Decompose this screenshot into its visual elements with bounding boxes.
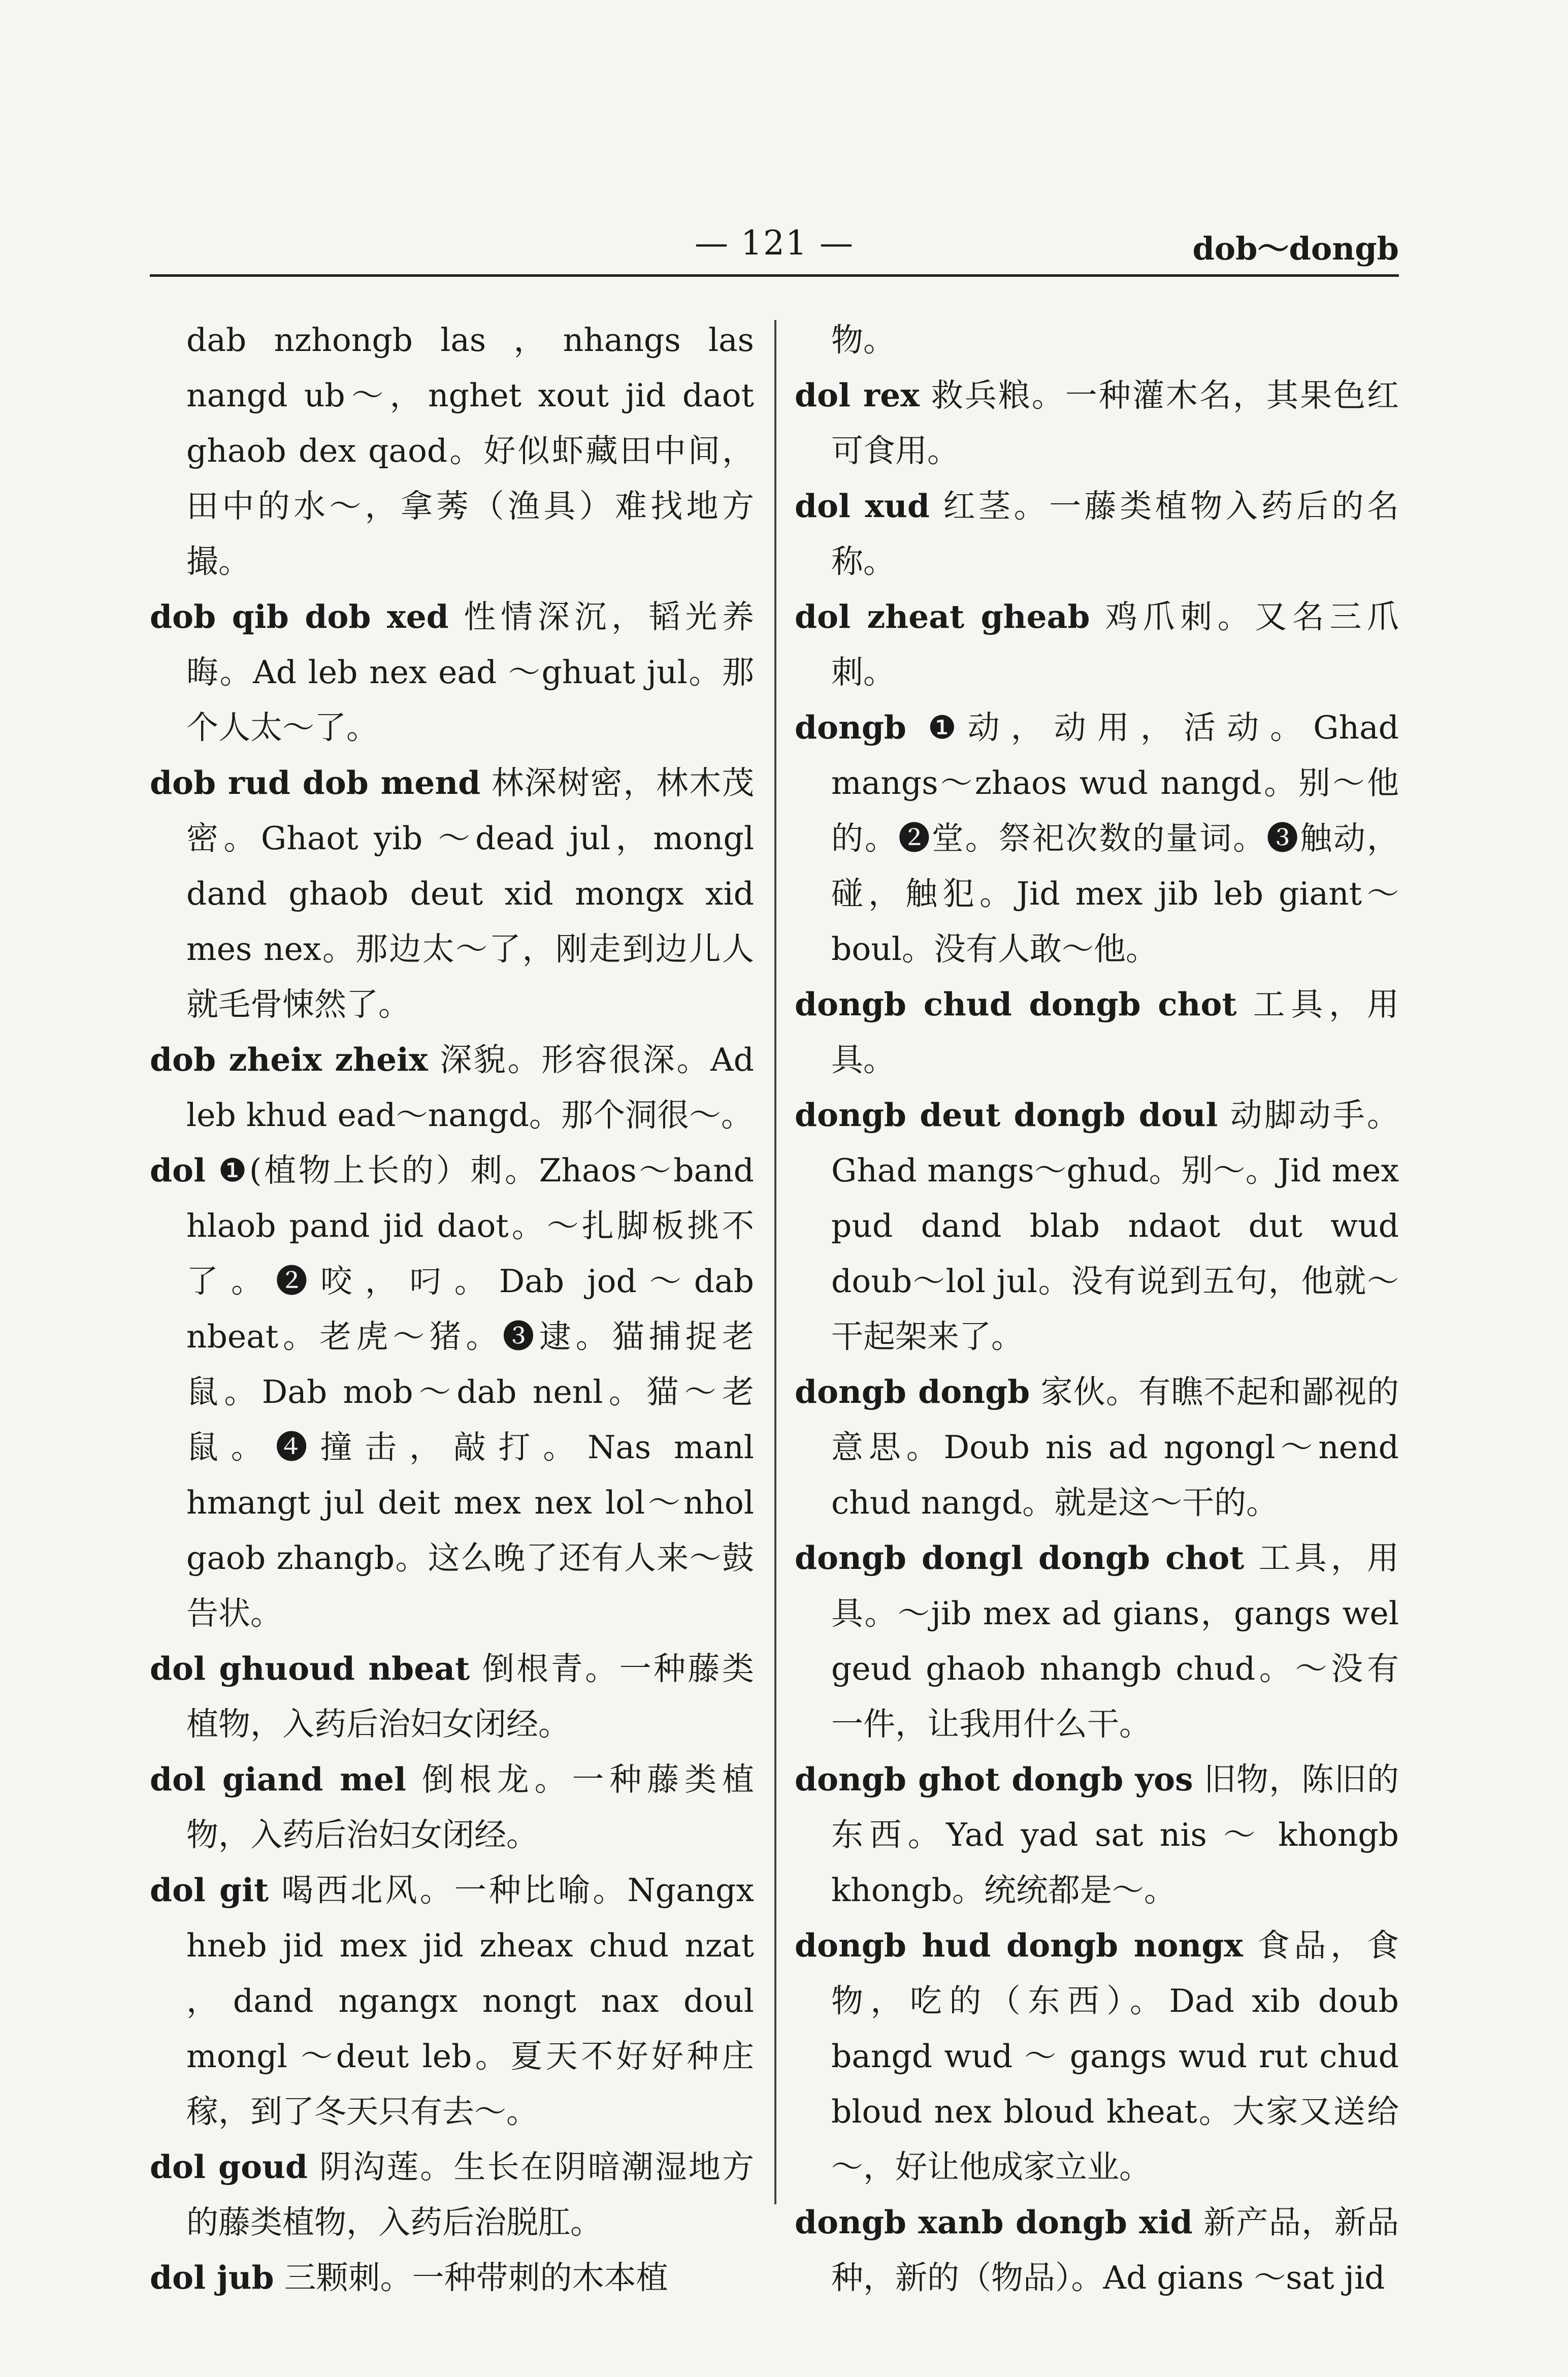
headword: dongb hud dongb nongx: [795, 1926, 1243, 1964]
dictionary-entry: [795, 700, 1399, 977]
definition: 动脚动手。Ghad mangs～ghud。别～。Jid mex pud dand blab ndaot dut wud doub～lol jul。没有说到五句，他就～干起架来了。: [831, 1097, 1399, 1355]
headword: dongb deut dongb doul: [795, 1096, 1218, 1134]
headword: dongb ghot dongb yos: [795, 1760, 1193, 1798]
definition: 喝西北风。一种比喻。Ngangx hneb jid mex jid zheax chud nzat ，dand ngangx nongt nax doul mongl ～deut leb。夏天不好好种庄稼，到了冬天只有去～。: [186, 1872, 754, 2130]
continuation-text: 物。: [831, 322, 895, 359]
definition: 鸡爪刺。又名三爪刺。: [831, 598, 1399, 691]
page-header: [150, 213, 1399, 277]
headword: dol ghuoud nbeat: [150, 1650, 470, 1687]
headword: dongb dongl dongb chot: [795, 1539, 1245, 1577]
headword: dongb: [795, 709, 906, 746]
dictionary-entry: [150, 589, 754, 755]
definition: 三颗刺。一种带刺的木本植: [284, 2259, 668, 2296]
dictionary-entry: [795, 2195, 1399, 2305]
headword: dob rud dob mend: [150, 764, 481, 801]
headword: dol giand mel: [150, 1760, 406, 1798]
definition: ❶动，动用，活动。Ghad mangs～zhaos wud nangd。别～他的。❷堂。祭祀次数的量词。❸触动，碰，触犯。Jid mex jib leb giant～boul。没有人敢～他。: [831, 709, 1399, 968]
dictionary-entry: [795, 368, 1399, 478]
dictionary-entry: [150, 1862, 754, 2139]
headword: dongb dongb: [795, 1373, 1030, 1410]
headword: dob qib dob xed: [150, 598, 449, 635]
definition: 阴沟莲。生长在阴暗潮湿地方的藤类植物，入药后治脱肛。: [186, 2148, 754, 2241]
headword: dongb chud dongb chot: [795, 985, 1237, 1023]
dictionary-entry: [150, 1641, 754, 1752]
dictionary-entry: [795, 478, 1399, 589]
headword: dongb xanb dongb xid: [795, 2203, 1193, 2241]
definition: 深貌。形容很深。Ad leb khud ead～nangd。那个洞很～。: [186, 1041, 754, 1134]
continuation-text: dab nzhongb las ，nhangs las nangd ub～，nghet xout jid daot ghaob dex qaod。好似虾藏田中间，田中的水～，拿莠（渔具）难找地方撮。: [186, 322, 754, 580]
dictionary-entry: [795, 589, 1399, 700]
definition: 工具，用具。～jib mex ad gians，gangs wel geud ghaob nhangb chud。～没有一件，让我用什么干。: [831, 1539, 1399, 1743]
dictionary-entry: [795, 1752, 1399, 1918]
definition: 红茎。一藤类植物入药后的名称。: [831, 488, 1399, 580]
page-number: — 121 —: [695, 223, 854, 263]
right-column: [795, 312, 1399, 2296]
definition: 性情深沉，韬光养晦。Ad leb nex ead ～ghuat jul。那个人太～了。: [186, 598, 754, 746]
definition: 救兵粮。一种灌木名，其果色红可食用。: [831, 377, 1399, 469]
definition: 食品，食物，吃的（东西）。Dad xib doub bangd wud ～ gangs wud rut chud bloud nex bloud kheat。大家又送给～，好让他成家立业。: [831, 1927, 1399, 2186]
headword: dol zheat gheab: [795, 598, 1090, 635]
dictionary-entry: [795, 977, 1399, 1087]
headword: dol goud: [150, 2148, 308, 2186]
dictionary-entry: [795, 1087, 1399, 1364]
definition: 旧物，陈旧的东西。Yad yad sat nis ～ khongb khongb。统统都是～。: [831, 1761, 1399, 1909]
dictionary-entry: [150, 2139, 754, 2250]
definition: 倒根龙。一种藤类植物，入药后治妇女闭经。: [186, 1761, 754, 1853]
headword: dol git: [150, 1871, 269, 1909]
dictionary-entry: [150, 1032, 754, 1143]
dictionary-entry: [150, 755, 754, 1032]
left-column: [150, 312, 755, 2296]
dictionary-entry: [150, 1143, 754, 1641]
column-divider: [774, 320, 776, 2204]
headword: dol rex: [795, 376, 920, 414]
definition: 倒根青。一种藤类植物，入药后治妇女闭经。: [186, 1650, 755, 1743]
headword: dol xud: [795, 487, 930, 525]
definition: 林深树密，林木茂密。Ghaot yib ～dead jul，mongl dand ghaob deut xid mongx xid mes nex。那边太～了，刚走到边儿人就毛骨悚然了。: [186, 764, 754, 1023]
headword: dol: [150, 1151, 206, 1189]
headword: dol jub: [150, 2259, 274, 2296]
dictionary-entry: [150, 1752, 754, 1862]
definition: 家伙。有瞧不起和鄙视的意思。Doub nis ad ngongl～nend chud nangd。就是这～干的。: [831, 1373, 1399, 1521]
dictionary-entry: [795, 1918, 1399, 2195]
definition: ❶(植物上长的）刺。Zhaos～band hlaob pand jid daot。～扎脚板挑不了。❷咬，叼。Dab jod～dab nbeat。老虎～猪。❸逮。猫捕捉老鼠。Dab mob～dab nenl。猫～老鼠。❹撞击，敲打。Nas manl hmangt jul deit mex nex lol～nhol gaob zhangb。这么晚了还有人来～鼓告状。: [186, 1152, 754, 1632]
headword: dob zheix zheix: [150, 1041, 428, 1078]
dictionary-entry: [150, 2250, 754, 2305]
dictionary-entry: [795, 1530, 1399, 1752]
definition: 工具，用具。: [831, 986, 1399, 1078]
running-head: dob～dongb: [1192, 230, 1399, 267]
dictionary-entry: [795, 1364, 1399, 1530]
definition: 新产品，新品种，新的（物品）。Ad gians ～sat jid: [831, 2204, 1399, 2296]
